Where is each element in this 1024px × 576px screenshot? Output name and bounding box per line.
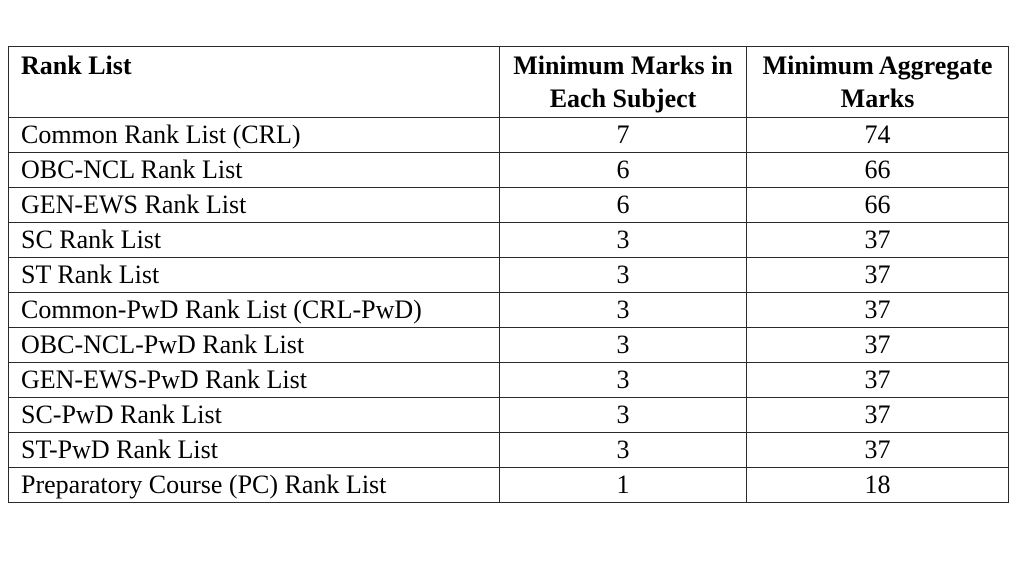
min-marks-each-subject: 3 bbox=[500, 398, 747, 433]
table-row bbox=[9, 293, 1009, 328]
min-marks-each-subject: 6 bbox=[500, 153, 747, 188]
rank-list-table-container bbox=[8, 46, 1009, 503]
rank-list-name: Common-PwD Rank List (CRL-PwD) bbox=[9, 293, 500, 328]
table-row bbox=[9, 188, 1009, 223]
rank-list-name: GEN-EWS-PwD Rank List bbox=[9, 363, 500, 398]
min-aggregate-marks: 37 bbox=[747, 328, 1009, 363]
header-min-aggregate-marks: Minimum Aggregate Marks bbox=[747, 47, 1009, 118]
rank-list-name: Common Rank List (CRL) bbox=[9, 118, 500, 153]
min-marks-each-subject: 3 bbox=[500, 258, 747, 293]
min-aggregate-marks: 37 bbox=[747, 433, 1009, 468]
table-row bbox=[9, 328, 1009, 363]
table-row bbox=[9, 258, 1009, 293]
min-aggregate-marks: 37 bbox=[747, 258, 1009, 293]
table-row bbox=[9, 433, 1009, 468]
min-marks-each-subject: 3 bbox=[500, 223, 747, 258]
min-aggregate-marks: 37 bbox=[747, 293, 1009, 328]
min-aggregate-marks: 18 bbox=[747, 468, 1009, 503]
table-row bbox=[9, 118, 1009, 153]
min-marks-each-subject: 6 bbox=[500, 188, 747, 223]
rank-list-name: OBC-NCL-PwD Rank List bbox=[9, 328, 500, 363]
min-aggregate-marks: 37 bbox=[747, 223, 1009, 258]
min-marks-each-subject: 1 bbox=[500, 468, 747, 503]
min-marks-each-subject: 3 bbox=[500, 293, 747, 328]
min-aggregate-marks: 66 bbox=[747, 153, 1009, 188]
rank-list-name: OBC-NCL Rank List bbox=[9, 153, 500, 188]
rank-list-name: ST Rank List bbox=[9, 258, 500, 293]
min-marks-each-subject: 3 bbox=[500, 363, 747, 398]
min-marks-each-subject: 3 bbox=[500, 328, 747, 363]
table-row bbox=[9, 398, 1009, 433]
table-row bbox=[9, 363, 1009, 398]
table-row bbox=[9, 153, 1009, 188]
min-aggregate-marks: 37 bbox=[747, 363, 1009, 398]
min-marks-each-subject: 7 bbox=[500, 118, 747, 153]
table-row bbox=[9, 468, 1009, 503]
rank-list-name: ST-PwD Rank List bbox=[9, 433, 500, 468]
min-aggregate-marks: 66 bbox=[747, 188, 1009, 223]
min-marks-each-subject: 3 bbox=[500, 433, 747, 468]
rank-list-name: Preparatory Course (PC) Rank List bbox=[9, 468, 500, 503]
rank-list-name: SC Rank List bbox=[9, 223, 500, 258]
min-aggregate-marks: 37 bbox=[747, 398, 1009, 433]
header-min-marks-each-subject: Minimum Marks in Each Subject bbox=[500, 47, 747, 118]
rank-list-name: SC-PwD Rank List bbox=[9, 398, 500, 433]
table-row bbox=[9, 223, 1009, 258]
header-row bbox=[9, 47, 1009, 118]
min-aggregate-marks: 74 bbox=[747, 118, 1009, 153]
rank-list-name: GEN-EWS Rank List bbox=[9, 188, 500, 223]
header-rank-list: Rank List bbox=[9, 47, 500, 118]
rank-list-table bbox=[8, 46, 1009, 503]
